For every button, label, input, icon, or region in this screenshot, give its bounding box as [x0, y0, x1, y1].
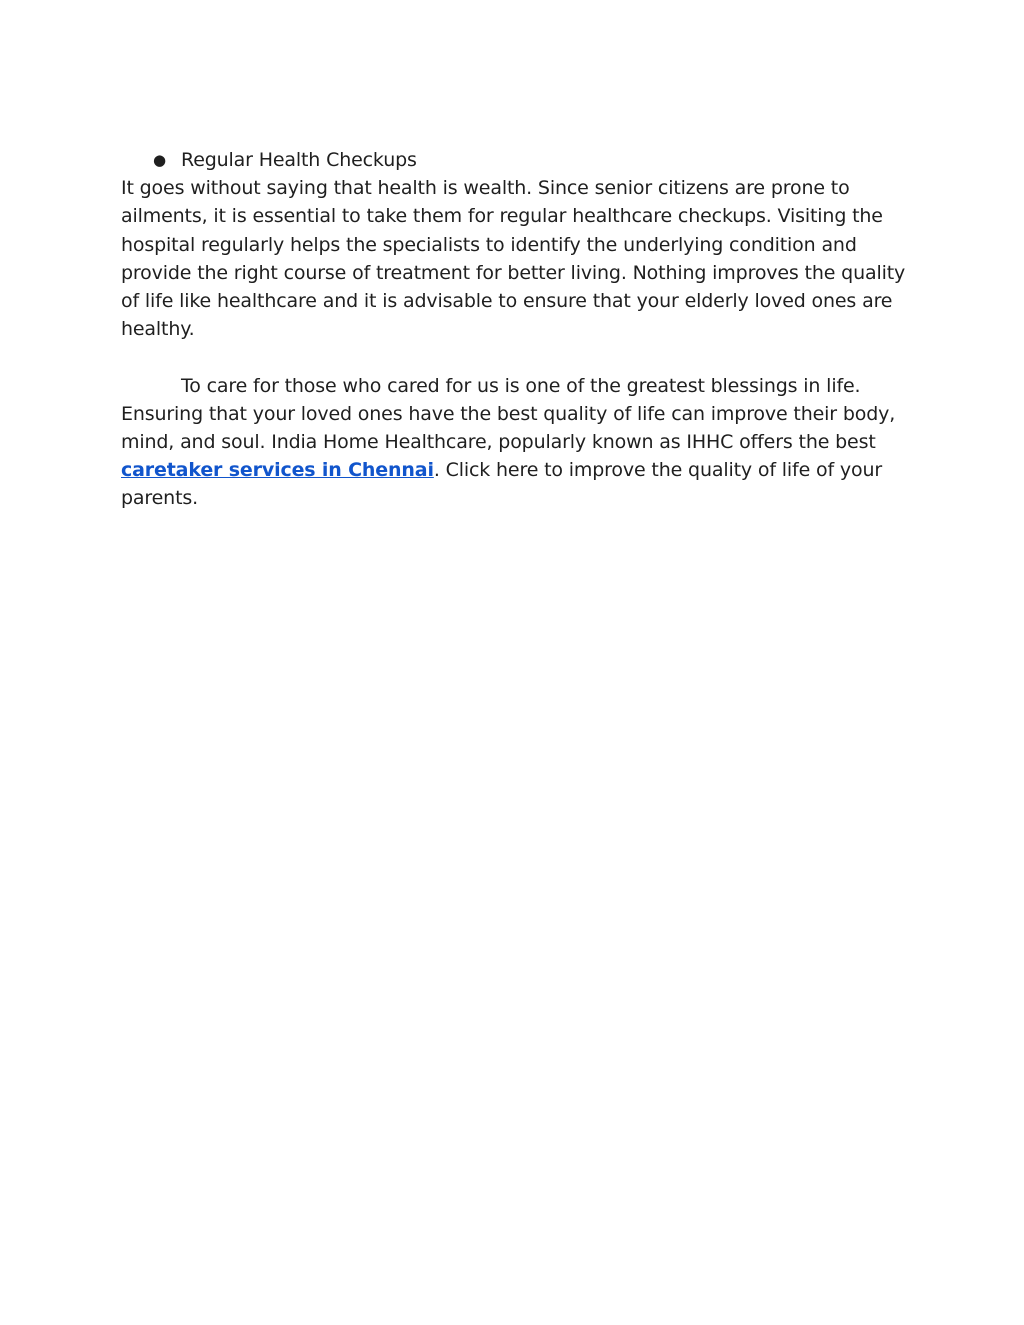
paragraph-health: It goes without saying that health is wealth. Since senior citizens are prone to ailments, it is essential to take them for regular healthcare checkups. Visiting the hospital regularly helps the specialists to identify the underlying condition and provide the right course of treatment for better living. Nothing improves the quality of life like healthcare and it is advisable to ensure that your elderly loved ones are healthy.	[121, 177, 906, 341]
paragraph-care-text-after: . Click here to improve the quality of life of your parents.	[121, 459, 883, 510]
paragraph-care-text-before: To care for those who cared for us is one of the greatest blessings in life. Ensuring that your loved ones have the best quality of life can improve their body, mind, and soul. India Home Healthcare, popularly known as IHHC offers the best	[121, 374, 896, 454]
paragraph-care	[121, 372, 921, 513]
bullet-title: Regular Health Checkups	[181, 149, 417, 171]
bullet-item	[121, 146, 921, 174]
paragraph-spacer	[121, 343, 921, 371]
caretaker-services-link[interactable]: caretaker services in Chennai	[121, 459, 434, 482]
bullet-dot-icon: ●	[153, 151, 166, 169]
document-page	[121, 146, 921, 513]
